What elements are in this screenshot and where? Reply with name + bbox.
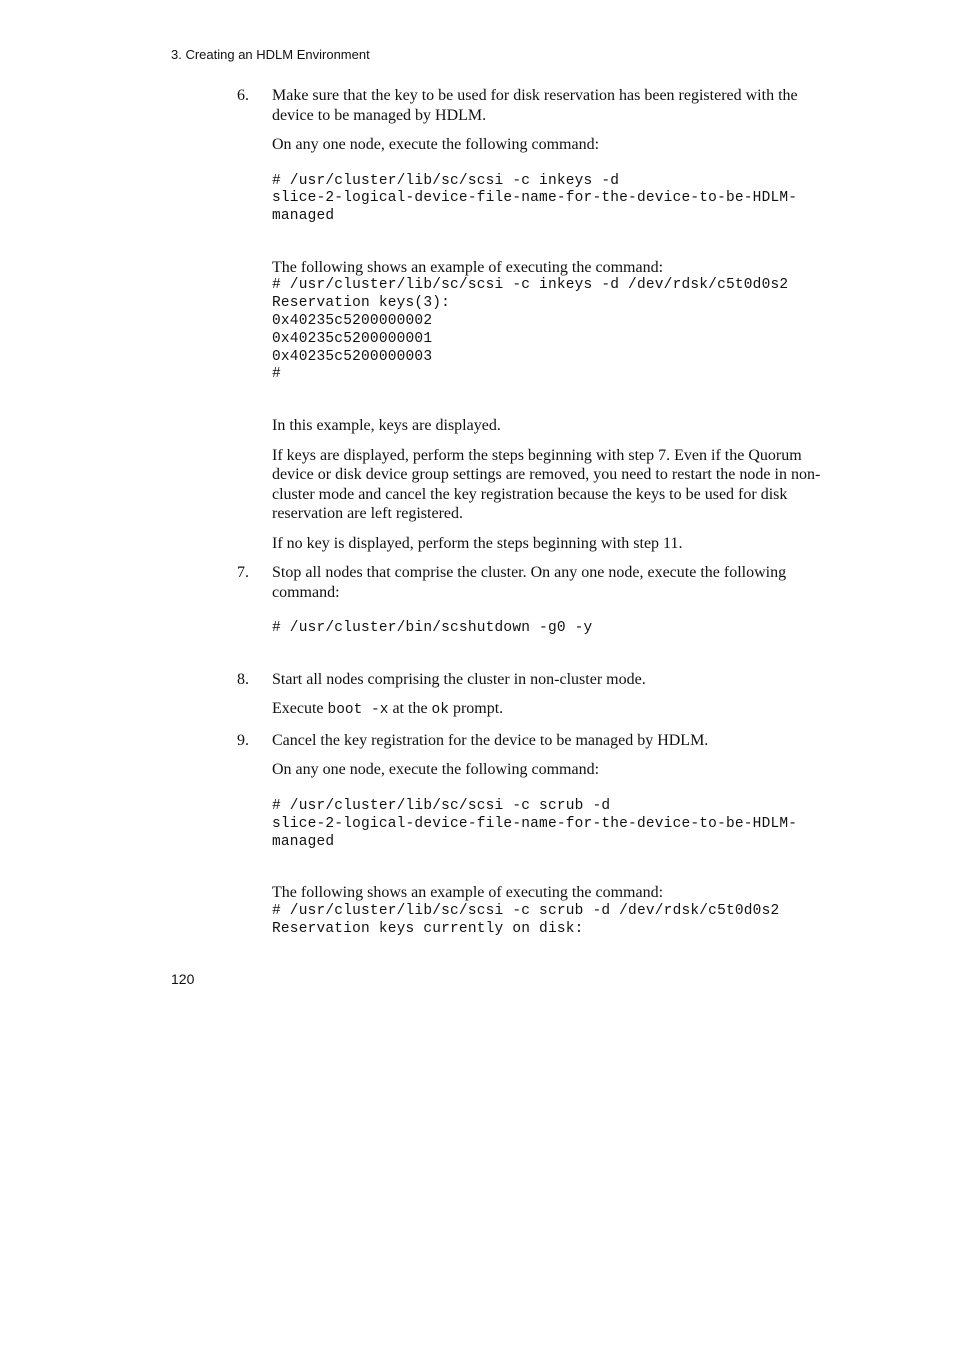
example-output: # /usr/cluster/lib/sc/scsi -c inkeys -d /dev/rdsk/c5t0d0s2 Reservation keys(3): 0x40235c5200000002 0x40235c5200000001 0x40235c5200000003 # [272, 277, 789, 383]
example-output: # /usr/cluster/lib/sc/scsi -c scrub -d /dev/rdsk/c5t0d0s2 Reservation keys currently on disk: [272, 902, 780, 937]
instruction-text: On any one node, execute the following command: [272, 761, 600, 779]
instruction-text: On any one node, execute the following command: [272, 136, 600, 153]
step-7 [237, 563, 839, 638]
step-number: 6. [237, 87, 249, 104]
command-block: # /usr/cluster/lib/sc/scsi -c inkeys -d slice-2-logical-device-file-name-for-the-device-to-be-HDLM- managed [272, 172, 798, 225]
step-text: Stop all nodes that comprise the cluster. On any one node, execute the following command: [272, 564, 787, 601]
example-intro: The following shows an example of executing the command: [272, 884, 664, 902]
page-number: 120 [171, 971, 195, 987]
step-text: Start all nodes comprising the cluster in non-cluster mode. [272, 670, 646, 688]
text-fragment: prompt. [448, 700, 504, 718]
step-8 [237, 670, 839, 721]
instruction-text [272, 699, 839, 721]
running-header: 3. Creating an HDLM Environment [171, 47, 370, 62]
step-number: 7. [237, 564, 249, 582]
text-fragment: at the [388, 700, 432, 718]
page-content [237, 86, 839, 938]
step-9 [237, 731, 839, 938]
inline-code: boot -x [327, 702, 389, 719]
step-number: 8. [237, 670, 249, 688]
explanation-text: If no key is displayed, perform the steps beginning with step 11. [272, 534, 683, 552]
command-block: # /usr/cluster/lib/sc/scsi -c scrub -d slice-2-logical-device-file-name-for-the-device-to-be-HDLM- managed [272, 797, 798, 850]
step-text: Make sure that the key to be used for disk reservation has been registered with the device to be managed by HDLM. [272, 87, 798, 124]
explanation-text: If keys are displayed, perform the steps beginning with step 7. Even if the Quorum device or disk device group settings are removed, you need to restart the node in non-cluster mode and cancel the key registration because the keys to be used for disk reservation are left registered. [272, 446, 821, 523]
explanation-text: In this example, keys are displayed. [272, 417, 501, 435]
step-number: 9. [237, 731, 249, 749]
step-6 [237, 86, 839, 553]
inline-code: ok [431, 702, 449, 719]
text-fragment: Execute [272, 700, 328, 718]
example-intro: The following shows an example of executing the command: [272, 258, 664, 276]
command-block: # /usr/cluster/bin/scshutdown -g0 -y [272, 620, 593, 637]
step-text: Cancel the key registration for the device to be managed by HDLM. [272, 731, 709, 749]
